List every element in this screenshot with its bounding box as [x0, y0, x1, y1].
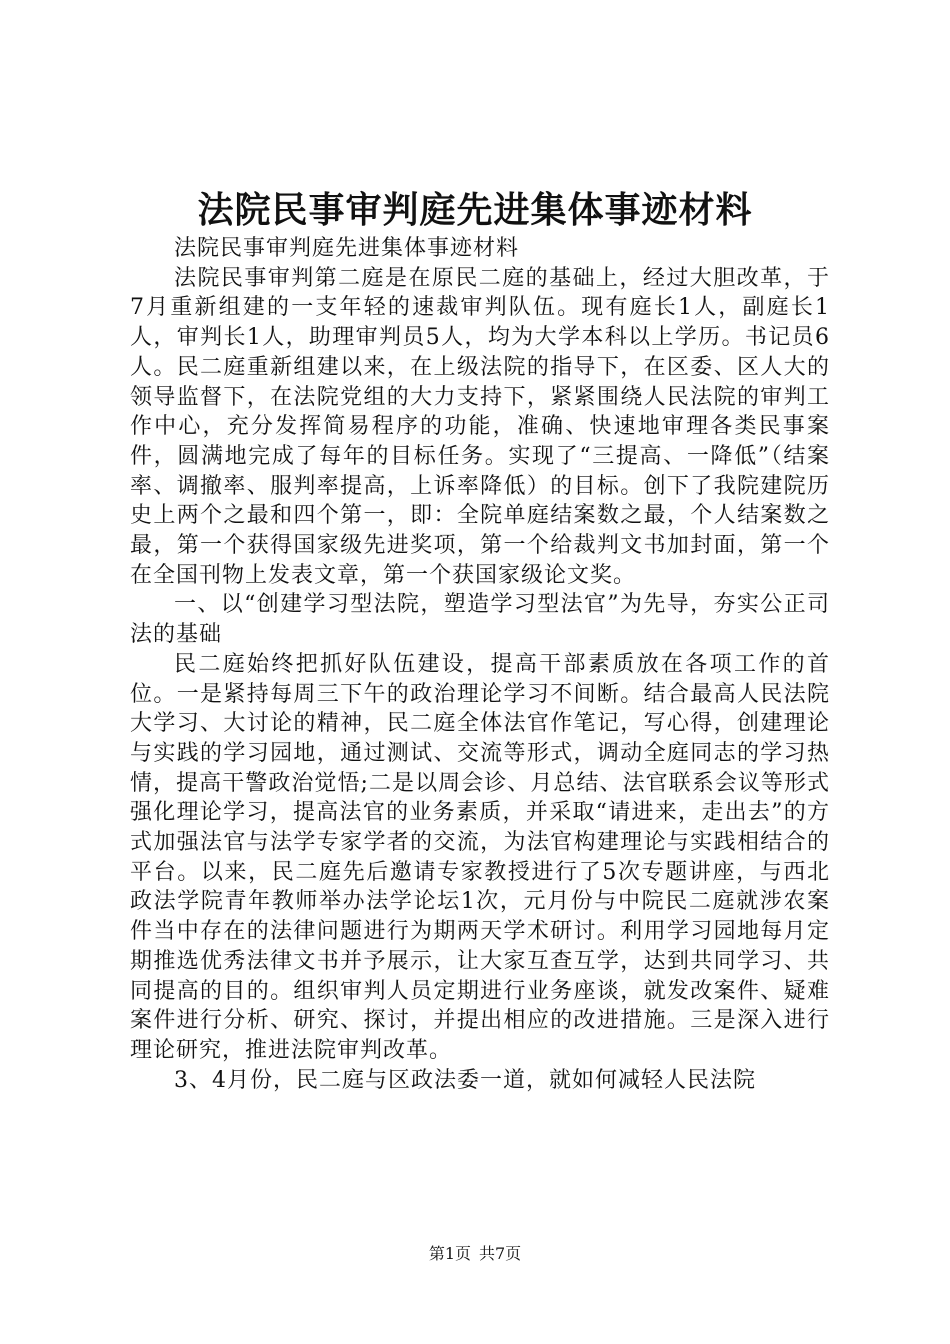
- body-paragraph-continued: 3、4月份，民二庭与区政法委一道，就如何减轻人民法院: [174, 1067, 756, 1093]
- section-heading-1: 一、以“创建学习型法院，塑造学习型法官”为先导，夯实公正司法的基础: [130, 592, 830, 648]
- body-paragraph-intro: 法院民事审判第二庭是在原民二庭的基础上，经过大胆改革，于7月重新组建的一支年轻的速裁审判队伍。现有庭长1人，副庭长1人，审判长1人，助理审判员5人，均为大学本科以上学历。书记员6人。民二庭重新组建以来，在上级法院的指导下，在区委、区人大的领导监督下，在法院党组的大力支持下，紧紧围绕人民法院的审判工作中心，充分发挥简易程序的功能，准确、快速地审理各类民事案件，圆满地完成了每年的目标任务。实现了“三提高、一降低”（结案率、调撤率、服判率提高，上诉率降低）的目标。创下了我院建院历史上两个之最和四个第一，即：全院单庭结案数之最，个人结案数之最，第一个获得国家级先进奖项，第一个给裁判文书加封面，第一个在全国刊物上发表文章，第一个获国家级论文奖。: [130, 265, 830, 588]
- page-total: 共7页: [479, 1244, 522, 1263]
- body-paragraph-section-1: 民二庭始终把抓好队伍建设，提高干部素质放在各项工作的首位。一是紧持每周三下午的政治理论学习不间断。结合最高人民法院大学习、大讨论的精神，民二庭全体法官作笔记，写心得，创建理论与实践的学习园地，通过测试、交流等形式，调动全庭同志的学习热情，提高干警政治觉悟;二是以周会诊、月总结、法官联系会议等形式强化理论学习，提高法官的业务素质，并采取“请进来，走出去”的方式加强法官与法学专家学者的交流，为法官构建理论与实践相结合的平台。以来，民二庭先后邀请专家教授进行了5次专题讲座，与西北政法学院青年教师举办法学论坛1次，元月份与中院民二庭就涉农案件当中存在的法律问题进行为期两天学术研讨。利用学习园地每月定期推选优秀法律文书并予展示，让大家互查互学，达到共同学习、共同提高的目的。组织审判人员定期进行业务座谈，就发改案件、疑难案件进行分析、研究、探讨，并提出相应的改进措施。三是深入进行理论研究，推进法院审判改革。: [130, 651, 830, 1063]
- body-paragraph-subtitle: 法院民事审判庭先进集体事迹材料: [174, 236, 520, 261]
- document-body: [130, 234, 830, 1095]
- page-number: 第1页: [428, 1244, 471, 1263]
- document-title: 法院民事审判庭先进集体事迹材料: [197, 189, 753, 231]
- page-footer: [0, 1244, 950, 1264]
